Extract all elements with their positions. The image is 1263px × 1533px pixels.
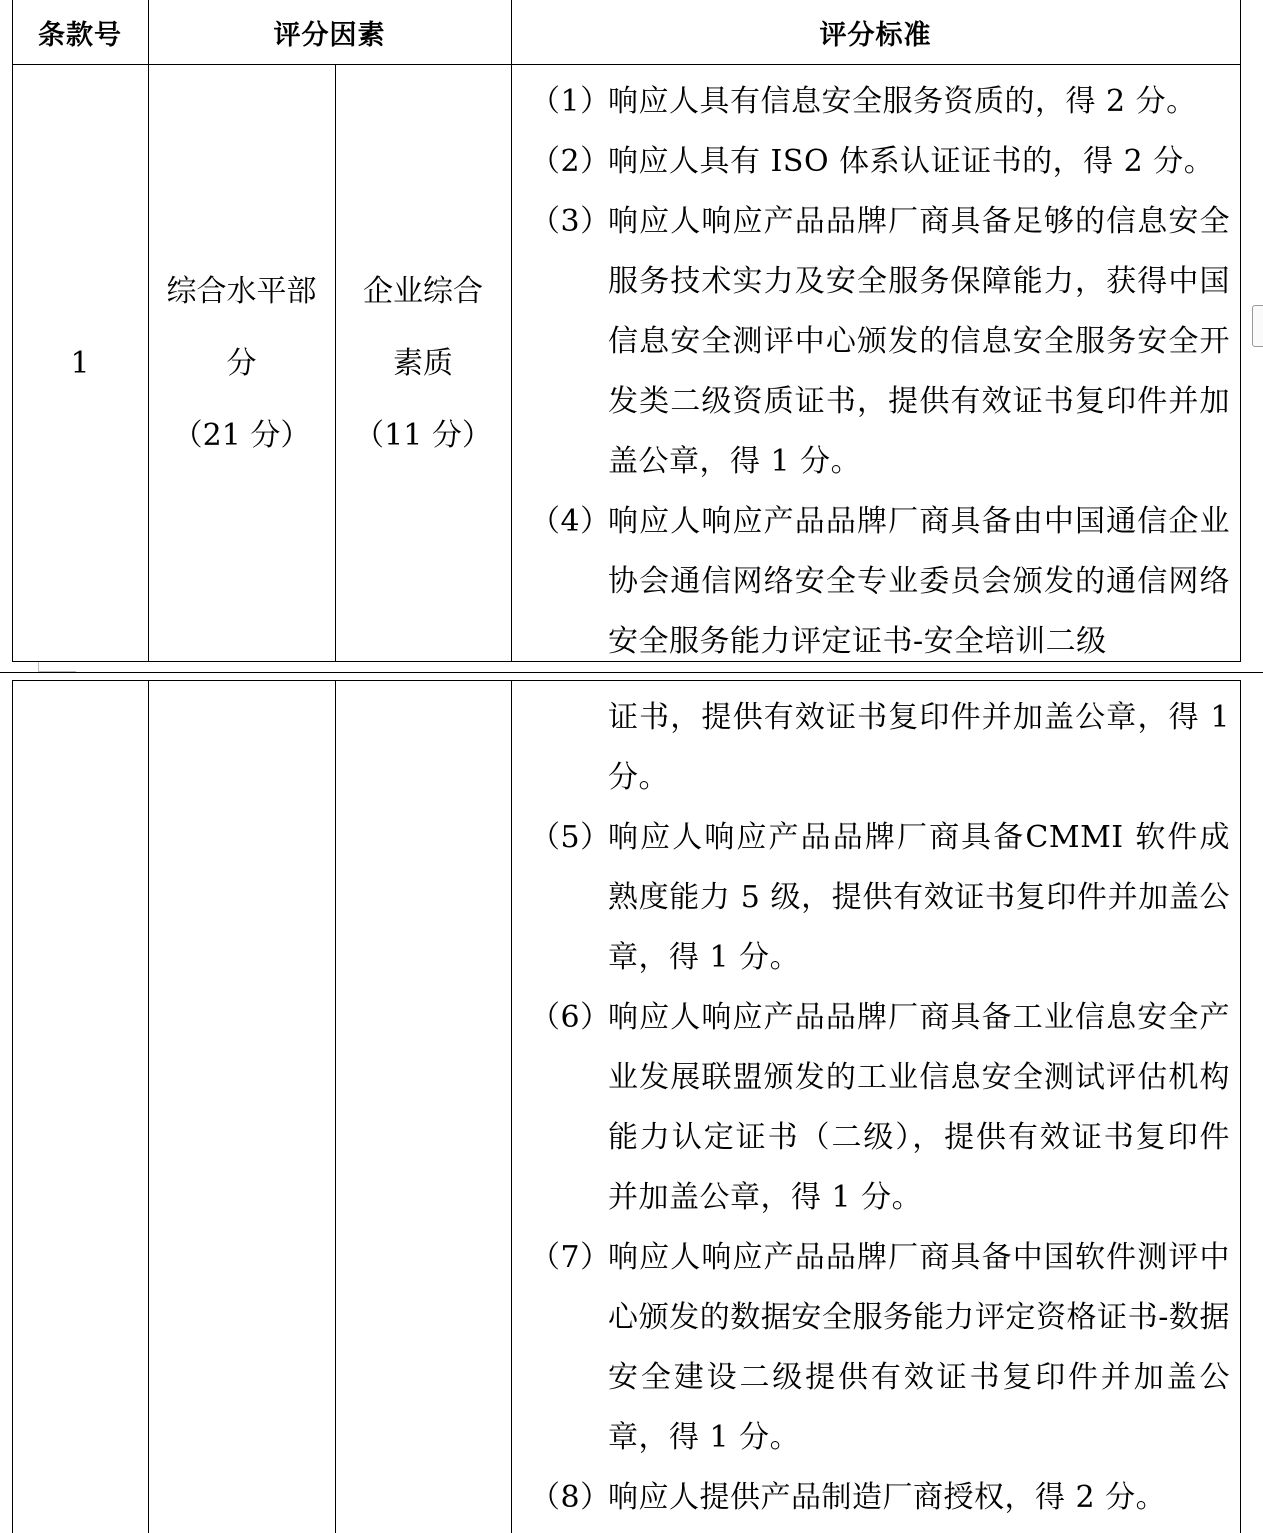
side-scroll-handle[interactable] (1252, 305, 1263, 347)
criteria-number: （6） (530, 1000, 611, 1035)
criteria-item-6 (530, 988, 1230, 1228)
criteria-item-2 (530, 132, 1230, 192)
column-divider (511, 680, 512, 1533)
criteria-text: 响应人响应产品品牌厂商具备CMMI 软件成熟度能力 5 级，提供有效证书复印件并加盖公章，得 1 分。 (608, 820, 1230, 975)
criteria-text: 响应人响应产品品牌厂商具备足够的信息安全服务技术实力及安全服务保障能力，获得中国信息安全测评中心颁发的信息安全服务安全开发类二级资质证书，提供有效证书复印件并加盖公章，得 1 分。 (608, 204, 1230, 479)
header-divider (12, 64, 1241, 65)
criteria-item-4-continuation[interactable] (530, 688, 1230, 808)
clause-number: 1 (70, 346, 90, 381)
column-divider (148, 680, 149, 1533)
criteria-continuation-text: 证书，提供有效证书复印件并加盖公章，得 1 分。 (608, 700, 1230, 795)
criteria-item-3 (530, 192, 1230, 492)
criteria-text: 响应人响应产品品牌厂商具备工业信息安全产业发展联盟颁发的工业信息安全测试评估机构能力认定证书（二级），提供有效证书复印件并加盖公章，得 1 分。 (608, 1000, 1230, 1215)
table-page-2 (0, 680, 1263, 1533)
table-page-1 (0, 0, 1263, 662)
factor-sub-line-1: 企业综合 (363, 274, 483, 309)
criteria-text: 响应人具有 ISO 体系认证证书的，得 2 分。 (608, 144, 1215, 179)
header-scoring-standard: 评分标准 (819, 19, 932, 51)
criteria-text: 响应人提供产品制造厂商授权，得 2 分。 (608, 1480, 1167, 1515)
factor-main (148, 256, 335, 472)
table-border-right (1240, 680, 1241, 1533)
column-divider (511, 0, 512, 662)
criteria-item-5 (530, 808, 1230, 988)
criteria-number: （2） (530, 144, 611, 179)
criteria-number: （8） (530, 1480, 611, 1515)
criteria-number: （1） (530, 84, 611, 119)
table-border-left (12, 680, 13, 1533)
factor-sub (335, 256, 511, 472)
header-clause-no: 条款号 (38, 19, 122, 51)
criteria-list-page-1 (530, 72, 1230, 672)
criteria-number: （7） (530, 1240, 611, 1275)
criteria-number: （4） (530, 504, 611, 539)
criteria-text: 响应人响应产品品牌厂商具备由中国通信企业协会通信网络安全专业委员会颁发的通信网络安全服务能力评定证书-安全培训二级 (608, 504, 1230, 659)
page-break-line (0, 672, 1263, 673)
factor-sub-score: （11 分） (354, 418, 492, 453)
factor-main-line-1: 综合水平部 (166, 274, 317, 309)
header-scoring-factor: 评分因素 (273, 19, 386, 51)
criteria-item-1 (530, 72, 1230, 132)
factor-sub-line-2: 素质 (393, 346, 453, 381)
criteria-text: 响应人具有信息安全服务资质的，得 2 分。 (608, 84, 1197, 119)
factor-main-line-2: 分 (226, 346, 257, 381)
factor-main-score: （21 分） (172, 418, 311, 453)
column-divider (335, 680, 336, 1533)
table-border-top (12, 680, 1241, 681)
page-corner-marker (38, 662, 76, 672)
criteria-number: （5） (530, 820, 611, 855)
criteria-item-8 (530, 1468, 1230, 1528)
table-border-right (1240, 0, 1241, 662)
criteria-number: （3） (530, 204, 611, 239)
criteria-list-page-2 (530, 688, 1230, 1528)
criteria-item-7 (530, 1228, 1230, 1468)
criteria-text: 响应人响应产品品牌厂商具备中国软件测评中心颁发的数据安全服务能力评定资格证书-数据安全建设二级提供有效证书复印件并加盖公章，得 1 分。 (608, 1240, 1230, 1455)
criteria-item-4 (530, 492, 1230, 672)
